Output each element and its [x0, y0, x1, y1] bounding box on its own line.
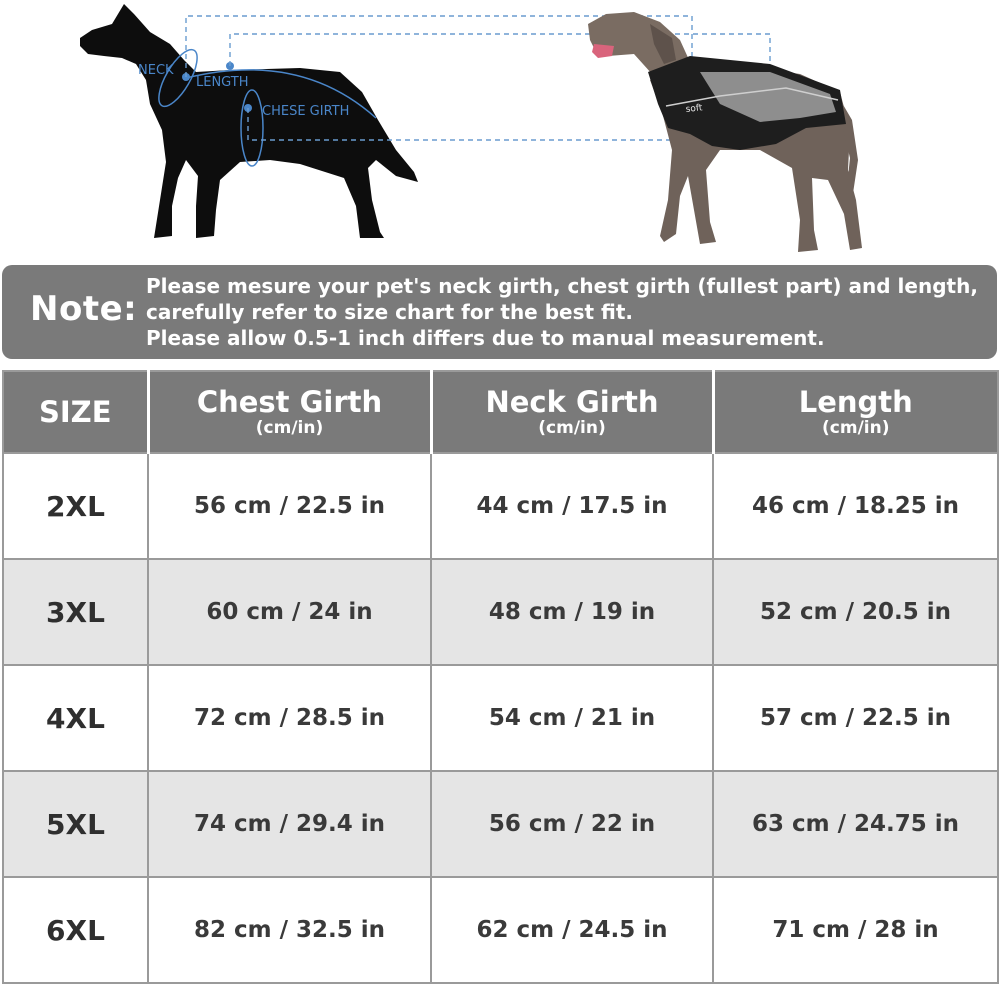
neck-cell: 56 cm / 22 in — [431, 771, 713, 877]
note-title: Note: — [30, 289, 138, 329]
note-line: Please allow 0.5-1 inch differs due to manual measurement. — [146, 326, 825, 350]
neck-cell: 54 cm / 21 in — [431, 665, 713, 771]
size-chart-table — [2, 370, 999, 984]
size-cell: 2XL — [3, 453, 148, 559]
note-line: carefully refer to size chart for the best fit. — [146, 300, 634, 324]
header-label: Length — [798, 385, 913, 419]
header-unit: (cm/in) — [255, 418, 324, 438]
size-cell: 4XL — [3, 665, 148, 771]
dog-photo — [588, 12, 862, 252]
table-row — [3, 559, 998, 665]
size-cell: 5XL — [3, 771, 148, 877]
chest-cell: 60 cm / 24 in — [148, 559, 431, 665]
length-label: LENGTH — [196, 75, 249, 90]
header-unit: (cm/in) — [822, 418, 890, 438]
length-cell: 46 cm / 18.25 in — [713, 453, 998, 559]
header-neck-girth — [431, 371, 713, 453]
table-row — [3, 453, 998, 559]
table-header-row — [3, 371, 998, 453]
header-chest-girth — [148, 371, 431, 453]
chest-cell: 82 cm / 32.5 in — [148, 877, 431, 983]
header-length — [713, 371, 998, 453]
length-cell: 63 cm / 24.75 in — [713, 771, 998, 877]
table-row — [3, 771, 998, 877]
neck-cell: 48 cm / 19 in — [431, 559, 713, 665]
note-text — [146, 273, 978, 351]
chest-cell: 72 cm / 28.5 in — [148, 665, 431, 771]
size-cell: 3XL — [3, 559, 148, 665]
length-cell: 52 cm / 20.5 in — [713, 559, 998, 665]
note-line: Please mesure your pet's neck girth, chest girth (fullest part) and length, — [146, 274, 978, 298]
table-row — [3, 665, 998, 771]
neck-label: NECK — [138, 63, 174, 78]
table-row — [3, 877, 998, 983]
svg-text:soft: soft — [685, 103, 703, 115]
note-box — [2, 265, 997, 359]
header-size — [3, 371, 148, 453]
chest-cell: 56 cm / 22.5 in — [148, 453, 431, 559]
header-label: Chest Girth — [196, 385, 383, 419]
neck-cell: 44 cm / 17.5 in — [431, 453, 713, 559]
header-label: SIZE — [38, 395, 112, 429]
size-cell: 6XL — [3, 877, 148, 983]
measurement-diagram — [0, 0, 1000, 260]
neck-cell: 62 cm / 24.5 in — [431, 877, 713, 983]
chest-cell: 74 cm / 29.4 in — [148, 771, 431, 877]
header-label: Neck Girth — [485, 385, 659, 419]
length-cell: 71 cm / 28 in — [713, 877, 998, 983]
dog-silhouette-icon — [80, 4, 418, 238]
header-unit: (cm/in) — [538, 418, 606, 438]
length-cell: 57 cm / 22.5 in — [713, 665, 998, 771]
chest-girth-label: CHESE GIRTH — [262, 104, 350, 119]
